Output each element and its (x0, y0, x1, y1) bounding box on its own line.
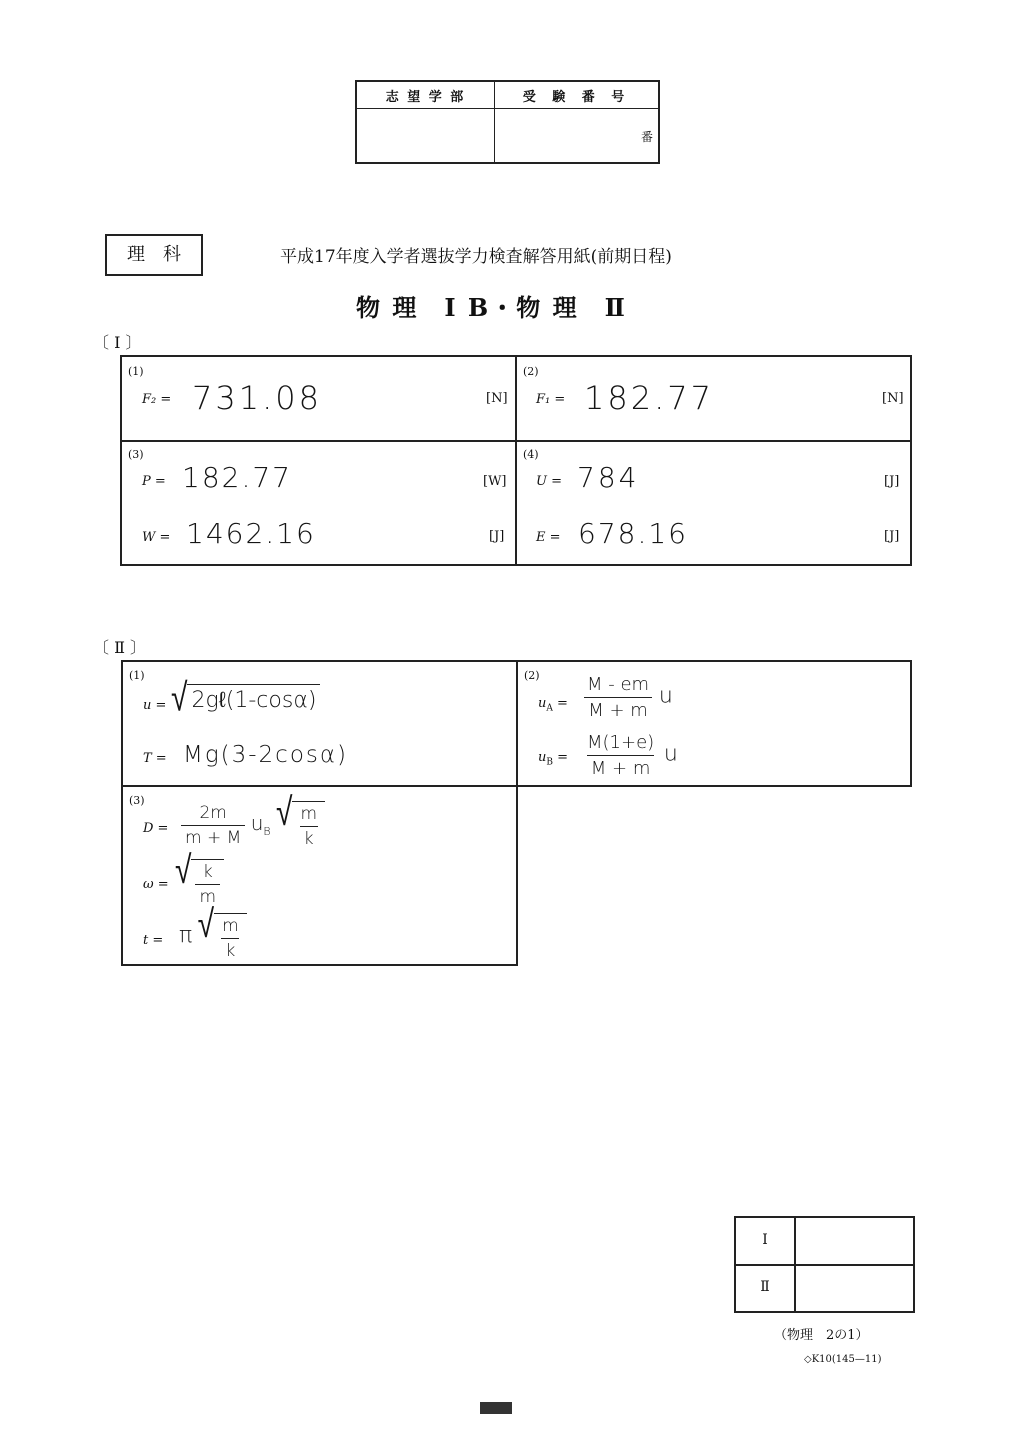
w-label: W = (142, 530, 171, 545)
q3-number: (3) (128, 448, 144, 461)
omega-sqrt-denominator: m (195, 884, 220, 907)
d-sqrt-numerator: m (300, 804, 318, 824)
section1-heading: 〔 I 〕 (93, 333, 142, 352)
ub-numerator: M(1+e) (587, 732, 655, 753)
f1-unit: [N] (882, 391, 904, 406)
subject-title: 物 理 I B・物 理 Ⅱ (356, 293, 627, 322)
ub-subscript: B (546, 757, 553, 768)
page-title: 平成17年度入学者選抜学力検査解答用紙(前期日程) (280, 247, 672, 267)
ban-label: 番 (641, 130, 654, 144)
s2-q1-number: (1) (129, 669, 145, 682)
s2-q2-number: (2) (524, 669, 540, 682)
w-unit: [J] (489, 529, 505, 544)
f2-label: F₂ = (142, 392, 172, 407)
d-mid-symbol: u (250, 811, 264, 835)
u-answer: 784 (577, 461, 640, 494)
d-mid (250, 811, 271, 838)
omega-label: ω = (143, 877, 169, 892)
d-label: D = (143, 821, 169, 836)
s2-t-label: T = (143, 751, 167, 766)
f1-label: F₁ = (536, 392, 566, 407)
d-numerator: 2m (199, 802, 227, 823)
ua-symbol: u (538, 696, 547, 711)
section2-top-grid (121, 660, 912, 787)
section1-answer-grid (120, 355, 912, 566)
t-label: t = (143, 933, 164, 948)
score-row2-label: Ⅱ (760, 1279, 770, 1295)
form-code: ◇K10(145—11) (804, 1354, 882, 1365)
p-unit: [W] (483, 474, 507, 489)
e-unit: [J] (884, 529, 900, 544)
score-table (734, 1216, 915, 1313)
omega-answer: √ $\frac{k}{m}$ (175, 859, 224, 907)
u-unit: [J] (884, 474, 900, 489)
s2-t-answer: Mg(3-2cosα) (183, 742, 349, 768)
d-denominator: m + M (181, 825, 245, 848)
grid-v-divider-2 (516, 662, 518, 785)
q2-number: (2) (523, 365, 539, 378)
ub-tail: u (663, 741, 678, 767)
s2-u-answer: √ 2gℓ(1-cosα) (171, 684, 320, 714)
exam-info-table (355, 80, 660, 164)
e-answer: 678.16 (578, 517, 688, 550)
section2-heading: 〔 Ⅱ 〕 (93, 638, 147, 657)
f2-answer: 731.08 (192, 379, 322, 417)
s2-u-label: u = (143, 698, 167, 713)
ub-denominator: M + m (587, 755, 655, 779)
score-row1-label: I (762, 1232, 768, 1248)
d-answer: $\frac{2m}{m + M}$ $u_B$ √ $\frac{m}{k}$ (181, 801, 325, 849)
dept-label: 志 望 学 部 (385, 90, 466, 105)
score-row1-field[interactable] (796, 1218, 913, 1264)
q1-number: (1) (128, 365, 144, 378)
page-indicator: （物理 2の1） (774, 1328, 869, 1343)
s2-q3-number: (3) (129, 794, 145, 807)
subject-box: 理 科 (105, 234, 203, 276)
ub-answer (583, 732, 678, 779)
grid-v-divider (515, 357, 517, 564)
exam-number-label: 受 験 番 号 (522, 90, 631, 105)
u-radicand: 2gℓ(1-cosα) (187, 684, 320, 714)
u-label: U = (536, 474, 562, 489)
f1-answer: 182.77 (584, 379, 714, 417)
p-label: P = (142, 474, 166, 489)
e-label: E = (536, 530, 561, 545)
grid-h-divider (122, 440, 910, 442)
ua-equals: = (557, 696, 568, 711)
d-sqrt-denominator: k (300, 826, 318, 849)
score-row2-field[interactable] (796, 1266, 913, 1311)
t-answer: π √ $\frac{m}{k}$ (179, 913, 247, 961)
w-answer: 1462.16 (186, 517, 316, 550)
ub-equals: = (557, 750, 569, 765)
p-answer: 182.77 (182, 461, 292, 494)
f2-unit: [N] (486, 391, 508, 406)
omega-sqrt-numerator: k (202, 862, 213, 882)
ua-denominator: M + m (584, 697, 652, 721)
ua-subscript: A (546, 703, 553, 714)
ub-symbol: u (538, 750, 547, 765)
t-pi: π (179, 923, 193, 948)
ua-numerator: M - em (587, 674, 650, 695)
exam-number-field[interactable] (495, 109, 658, 162)
ua-answer (583, 674, 673, 721)
ua-label (538, 696, 568, 714)
q4-number: (4) (523, 448, 539, 461)
section2-q3-box (121, 785, 518, 966)
ua-tail: u (658, 683, 673, 709)
bottom-mark (480, 1402, 512, 1414)
t-sqrt-denominator: k (221, 938, 239, 961)
d-mid-subscript: B (263, 825, 271, 838)
t-sqrt-numerator: m (222, 916, 239, 936)
ub-label (538, 750, 568, 768)
dept-field[interactable] (357, 109, 494, 162)
